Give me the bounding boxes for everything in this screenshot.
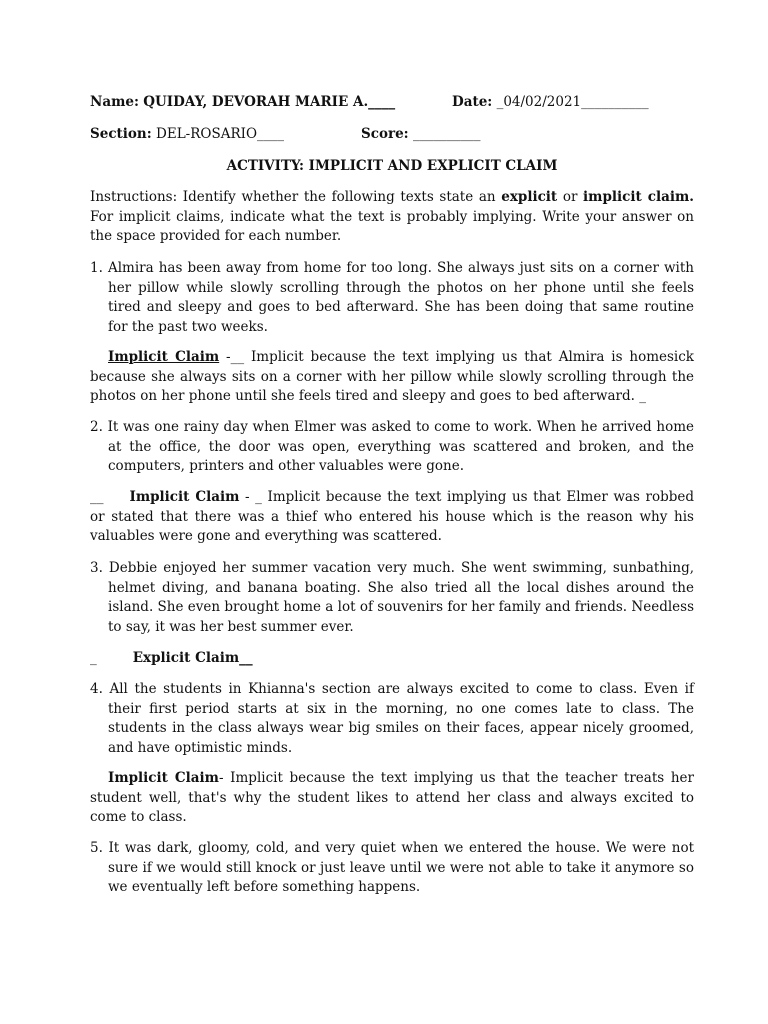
item-1-answer-label: Implicit Claim xyxy=(108,349,220,365)
item-2-text: 2. It was one rainy day when Elmer was asked to come to work. When he arrived home at the office, the door was open, everything was scattered and broken, and the computers, printers and other valuables were gone. xyxy=(90,419,694,475)
item-3-answer-label: Explicit Claim__ xyxy=(132,650,253,666)
activity-title: ACTIVITY: IMPLICIT AND EXPLICIT CLAIM xyxy=(226,158,558,174)
score-field xyxy=(361,126,480,142)
instructions-or: or xyxy=(557,189,584,205)
instructions xyxy=(90,188,694,247)
section-field xyxy=(90,126,284,142)
item-3-text: 3. Debbie enjoyed her summer vacation very much. She went swimming, sunbathing, helmet diving, and banana boating. She also tried all the local dishes around the island. She even brought home a lot of souvenirs for her family and friends. Needless to say, it was her best summer ever. xyxy=(90,560,694,636)
instructions-prefix: Instructions: Identify whether the following texts state an xyxy=(90,189,502,205)
item-2-answer-label: Implicit Claim xyxy=(129,489,240,505)
item-4-answer-label: Implicit Claim xyxy=(108,770,219,786)
date-field xyxy=(452,94,649,110)
item-3-answer xyxy=(90,649,694,669)
score-value: __________ xyxy=(412,126,481,142)
item-1-text: 1. Almira has been away from home for too long. She always just sits on a corner with her pillow while slowly scrolling through the photos on her phone until she feels tired and sleepy and goes to bed afterward. She has been doing that same routine for the past two weeks. xyxy=(90,260,694,336)
item-3-answer-pre: _ xyxy=(90,650,97,666)
name-field xyxy=(90,94,395,110)
date-value: _04/02/2021__________ xyxy=(496,94,649,110)
name-value: QUIDAY, DEVORAH MARIE A.____ xyxy=(143,94,396,110)
item-2-answer-text: - _ Implicit because the text implying us that Elmer was robbed or stated that there was a thief who entered his house which is the reason why his valuables were gone and everything was scattered. xyxy=(90,489,694,545)
section-value: DEL-ROSARIO____ xyxy=(156,126,285,142)
instructions-explicit: explicit xyxy=(501,189,558,205)
section-label: Section: xyxy=(90,126,152,142)
item-4-answer xyxy=(90,769,694,828)
name-label: Name: xyxy=(90,94,139,110)
item-5-text: 5. It was dark, gloomy, cold, and very quiet when we entered the house. We were not sure if we would still knock or just leave until we were not able to take it anymore so we eventually left before something happens. xyxy=(90,840,694,896)
date-label: Date: xyxy=(452,94,493,110)
instructions-implicit: implicit claim. xyxy=(583,189,694,205)
item-2-answer-pre: __ xyxy=(90,489,104,505)
instructions-rest: For implicit claims, indicate what the text is probably implying. Write your answer on the space provided for each number. xyxy=(90,208,694,245)
item-2-answer xyxy=(90,488,694,547)
item-1-answer-text: -__ Implicit because the text implying us that Almira is homesick because she always sits on a corner with her pillow while slowly scrolling through the photos on her phone until she feels tired and sleepy and goes to bed afterward. _ xyxy=(90,349,694,405)
item-4-text: 4. All the students in Khianna's section are always excited to come to class. Even if their first period starts at six in the morning, no one comes late to class. The students in the class always wear big smiles on their faces, appear nicely groomed, and have optimistic minds. xyxy=(90,681,694,757)
item-1-answer xyxy=(90,348,694,407)
score-label: Score: xyxy=(361,126,409,142)
item-4-answer-text: - Implicit because the text implying us that the teacher treats her student well, that's why the student likes to attend her class and always excited to come to class. xyxy=(90,770,694,826)
